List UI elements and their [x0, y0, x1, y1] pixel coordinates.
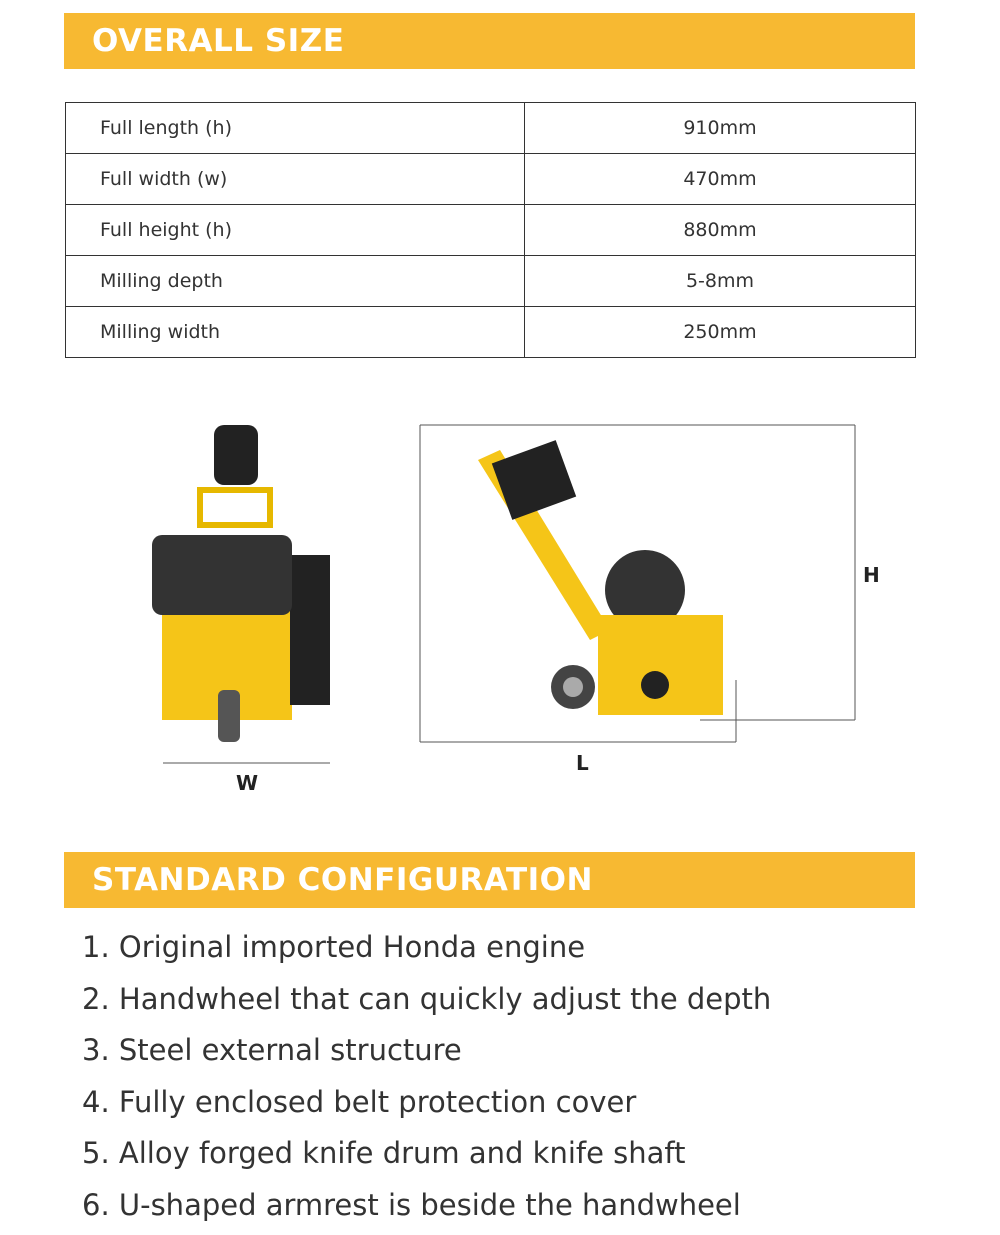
row-value: 910mm — [525, 103, 916, 154]
list-item: 6. U-shaped armrest is beside the handwheel — [82, 1184, 771, 1235]
list-item: 1. Original imported Honda engine — [82, 926, 771, 978]
table-row — [66, 154, 916, 205]
list-item: 4. Fully enclosed belt protection cover — [82, 1081, 771, 1133]
side-view-machine — [420, 425, 855, 742]
table-row — [66, 205, 916, 256]
list-item: 5. Alloy forged knife drum and knife shaft — [82, 1132, 771, 1184]
size-table — [65, 102, 916, 358]
list-item: 2. Handwheel that can quickly adjust the depth — [82, 978, 771, 1030]
row-label: Full height (h) — [66, 205, 525, 256]
length-dimension-label: L — [576, 751, 589, 775]
row-label: Full length (h) — [66, 103, 525, 154]
list-item: 3. Steel external structure — [82, 1029, 771, 1081]
table-row — [66, 256, 916, 307]
standard-configuration-header: STANDARD CONFIGURATION — [64, 852, 915, 908]
table-row — [66, 103, 916, 154]
row-value: 250mm — [525, 307, 916, 358]
row-label: Milling depth — [66, 256, 525, 307]
row-label: Full width (w) — [66, 154, 525, 205]
row-value: 5-8mm — [525, 256, 916, 307]
row-value: 880mm — [525, 205, 916, 256]
machine-dimension-diagram — [0, 380, 1000, 820]
width-dimension-label: W — [236, 771, 258, 795]
row-label: Milling width — [66, 307, 525, 358]
table-row — [66, 307, 916, 358]
front-view-machine — [152, 425, 330, 763]
height-dimension-label: H — [863, 563, 880, 587]
overall-size-header: OVERALL SIZE — [64, 13, 915, 69]
row-value: 470mm — [525, 154, 916, 205]
configuration-list — [82, 926, 771, 1235]
